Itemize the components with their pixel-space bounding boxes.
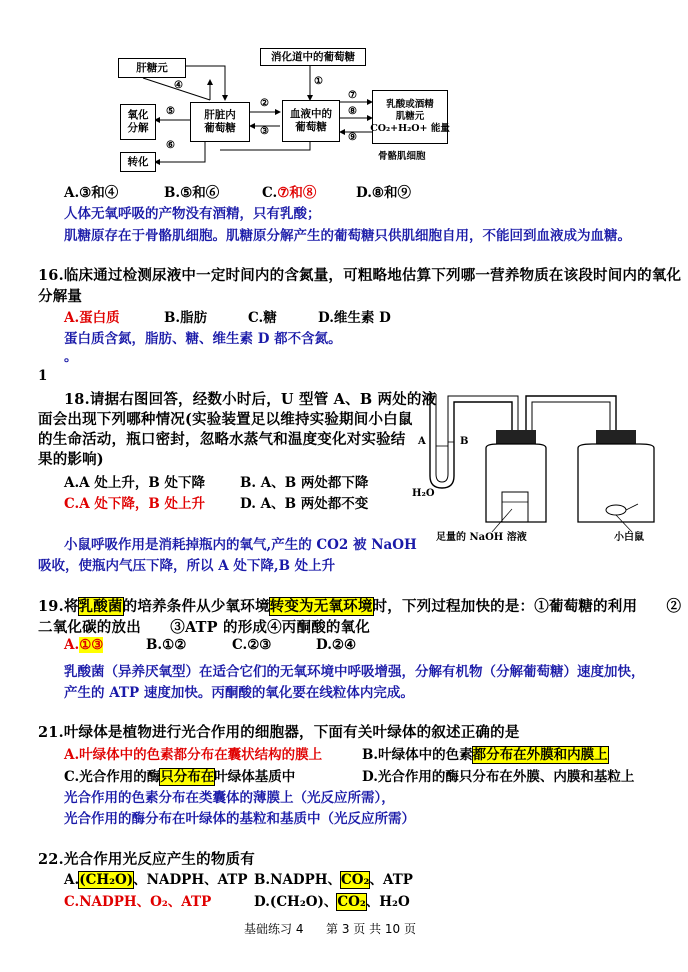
q22-option-d (254, 890, 410, 910)
q22-option-b-prefix: B.NADPH、 (254, 872, 342, 888)
q16-dot: 。 (64, 349, 78, 365)
q18-stem-1: 18.请据右图回答，经数小时后，U 型管 A、B 两处的液 (64, 391, 437, 408)
box-liver-glucose: 肝脏内 葡萄糖 (190, 102, 250, 142)
muscle-lactic: 乳酸或酒精 (386, 99, 434, 110)
glucose-metabolism-diagram (110, 20, 450, 180)
q16-stem-1: 16.临床通过检测尿液中一定时间内的含氮量，可粗略地估算下列哪一营养物质在该段时间内的氧化 (38, 267, 682, 284)
q19-stem-2: 二氧化碳的放出 ③ATP 的形成④丙酮酸的氧化 (38, 619, 370, 636)
num-2: ② (260, 98, 269, 109)
q22-option-a-rest: 、NADPH、ATP (133, 872, 248, 888)
q18-option-a: A.A 处上升，B 处下降 (64, 475, 205, 491)
num-3: ③ (260, 126, 269, 137)
q22-option-a-hl: (CH₂O) (79, 872, 134, 888)
box-conversion: 转化 (120, 152, 156, 172)
num-4: ④ (174, 80, 183, 91)
q19-explanation-2: 产生的 ATP 速度加快。丙酮酸的氧化要在线粒体内完成。 (64, 685, 414, 701)
q22-option-b-hl: CO₂ (341, 872, 370, 888)
num-6: ⑥ (166, 140, 175, 151)
q21-option-c-rest: 叶绿体基质中 (214, 769, 296, 785)
q15-option-c (262, 181, 316, 201)
footer-left: 基础练习 4 (244, 922, 304, 936)
q19-prefix: 19.将 (38, 598, 79, 615)
q22-stem: 22.光合作用光反应产生的物质有 (38, 851, 255, 868)
q16-option-c: C.糖 (248, 310, 277, 326)
q22-option-a (64, 868, 248, 888)
q19-rest: 时，下列过程加快的是：①葡萄糖的利用 ② (372, 598, 682, 615)
mouse-icon (606, 505, 626, 515)
q21-option-d: D.光合作用的酶只分布在外膜、内膜和基粒上 (362, 769, 635, 785)
q22-option-d-prefix: D.(CH₂O)、 (254, 894, 338, 910)
q21-option-a (64, 743, 322, 763)
q22-option-b-rest: 、ATP (369, 872, 413, 888)
box-blood-glucose: 血液中的 葡萄糖 (282, 100, 340, 142)
num-5: ⑤ (166, 106, 175, 117)
q22-option-d-hl: CO₂ (337, 894, 366, 910)
q15-option-c-answer: ⑦和⑧ (277, 185, 317, 201)
q21-option-c-hl: 只分布在 (160, 769, 215, 785)
q15-option-b: B.⑤和⑥ (164, 185, 220, 201)
q22-option-a-prefix: A. (64, 872, 80, 888)
num-1: ① (314, 76, 323, 87)
box-digest-glucose: 消化道中的葡萄糖 (260, 48, 366, 66)
num-7: ⑦ (348, 90, 357, 101)
q18-stem-3: 的生命活动，瓶口密封，忽略水蒸气和温度变化对实验结 (38, 431, 406, 448)
q21-option-a-prefix: A.叶绿体中的色素都分布 (64, 747, 215, 763)
q21-explanation-1: 光合作用的色素分布在类囊体的薄膜上（光反应所需）， (64, 790, 395, 806)
fig-label-b: B (460, 436, 469, 447)
q21-option-c-prefix: C.光合作用的酶 (64, 769, 161, 785)
fig-label-naoh: 足量的 NaOH 溶液 (436, 532, 527, 543)
q16-explanation: 蛋白质含氮，脂肪、糖、维生素 D 都不含氮。 (64, 331, 342, 347)
q19-option-a (64, 637, 103, 653)
q18-stem-4: 果的影响) (38, 451, 104, 468)
q21-option-b-hl: 都分布在外膜和内膜上 (472, 747, 608, 763)
q16-option-d: D.维生素 D (318, 310, 391, 326)
box-liver-glycogen: 肝糖元 (118, 58, 186, 78)
box-muscle-cell (372, 90, 448, 144)
q21-option-c (64, 765, 295, 785)
q21-stem: 21.叶绿体是植物进行光合作用的细胞器，下面有关叶绿体的叙述正确的是 (38, 724, 520, 741)
q22-option-c: C.NADPH、O₂、ATP (64, 894, 212, 910)
q15-option-a: A.③和④ (64, 185, 119, 201)
q19-stem-1 (38, 595, 681, 616)
q18-explanation-1: 小鼠呼吸作用是消耗掉瓶内的氧气,产生的 CO2 被 NaOH (64, 537, 417, 553)
q18-option-d: D. A、B 两处都不变 (240, 496, 369, 512)
q15-option-d: D.⑧和⑨ (356, 185, 412, 201)
q16-stem-2: 分解量 (38, 288, 83, 305)
q21-option-a-hl: 在囊状结构的膜上 (214, 747, 323, 763)
q19-option-d: D.②④ (316, 637, 357, 653)
footer-page: 第 3 页 共 10 页 (326, 922, 416, 936)
muscle-energy: CO₂+H₂O+ 能量 (370, 123, 450, 134)
q15-explanation-1: 人体无氧呼吸的产物没有酒精，只有乳酸； (64, 206, 321, 222)
q18-option-c: C.A 处下降，B 处上升 (64, 496, 205, 512)
q19-explanation-1: 乳酸菌（异养厌氧型）在适合它们的无氧环境中呼吸增强，分解有机物（分解葡萄糖）速度加快， (64, 664, 645, 680)
q22-option-b (254, 868, 413, 888)
apparatus-drawing (402, 384, 672, 544)
q19-option-a-answer: ①③ (79, 637, 104, 653)
q21-explanation-2: 光合作用的酶分布在叶绿体的基粒和基质中（光反应所需） (64, 811, 415, 827)
fig-label-water: H₂O (412, 488, 435, 499)
q15-option-c-prefix: C. (262, 185, 278, 201)
q19-term-anaerobic: 转变为无氧环境 (269, 598, 373, 615)
q18-explanation-2: 吸收，使瓶内气压下降，所以 A 处下降,B 处上升 (38, 558, 336, 574)
q22-option-d-rest: 、H₂O (365, 894, 410, 910)
num-9: ⑨ (348, 132, 357, 143)
muscle-glycogen: 肌糖元 (395, 111, 425, 122)
fig-label-a: A (418, 436, 426, 447)
q21-option-b (362, 743, 608, 763)
fig-label-mouse: 小白鼠 (614, 532, 644, 543)
label-muscle-cell: 骨骼肌细胞 (378, 151, 426, 162)
stray-number: 1 (38, 368, 48, 384)
q19-term-lactobacillus: 乳酸菌 (78, 598, 123, 615)
q18-apparatus-figure (402, 384, 672, 544)
num-8: ⑧ (348, 106, 357, 117)
q19-mid: 的培养条件从少氧环境 (122, 598, 270, 615)
q19-option-a-prefix: A. (64, 637, 80, 653)
q16-option-b: B.脂肪 (164, 310, 208, 326)
q15-explanation-2: 肌糖原存在于骨骼肌细胞。肌糖原分解产生的葡萄糖只供肌细胞自用，不能回到血液成为血糖。 (64, 228, 631, 244)
q21-option-b-prefix: B.叶绿体中的色素 (362, 747, 473, 763)
q18-stem-2: 面会出现下列哪种情况(实验装置足以维持实验期间小白鼠 (38, 411, 413, 428)
box-oxidation: 氧化 分解 (120, 104, 156, 140)
q18-option-b: B. A、B 两处都下降 (240, 475, 369, 491)
q19-option-b: B.①② (146, 637, 187, 653)
q16-option-a: A.蛋白质 (64, 310, 120, 326)
q19-option-c: C.②③ (232, 637, 272, 653)
